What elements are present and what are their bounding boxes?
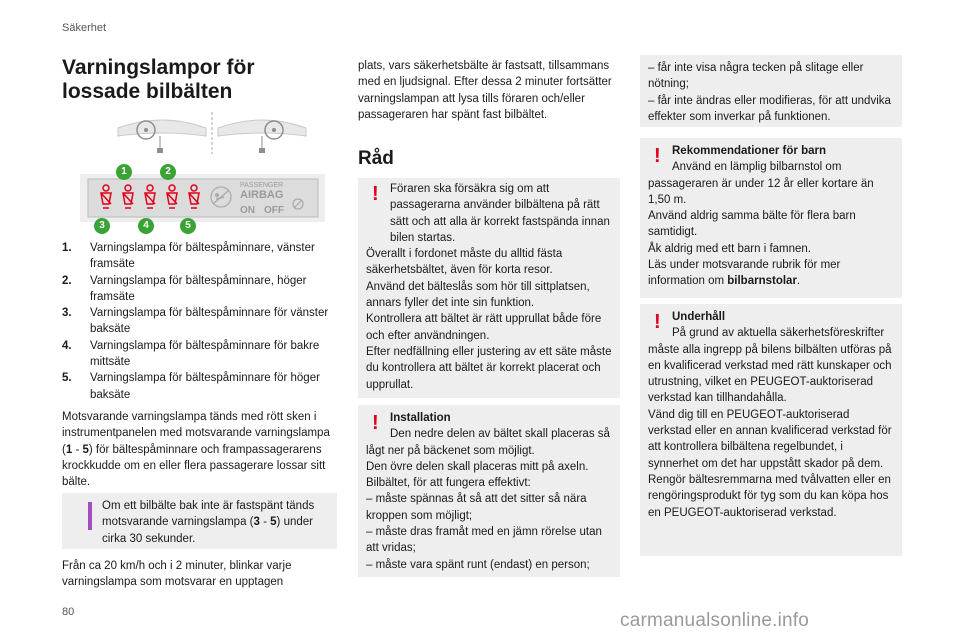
callout-1: 1 [116, 164, 132, 180]
warning-box-children: ! Rekommendationer för barn Använd en lämplig bilbarnstol om passageraren är under 12 år eller kortare än 1,50 m. Använd aldrig samma bälte för flera barn samtidigt. Åk aldrig med ett barn i famnen. Läs under motsvarande rubrik för mer information om bilbarnstolar. [640, 138, 902, 298]
warning-box-maintenance: ! Underhåll På grund av aktuella säkerhetsföreskrifter måste alla ingrepp på bilens bilbälten utföras på en kvalificerad verkstad med rätt kunskaper och utrustning, vilket en PEUGEOT-auktoriserad verkstad kan tillhandahålla. Vänd dig till en PEUGEOT-auktoriserad verkstad eller en annan kvalificerad verkstad för att kontrollera bilbältena regelbundet, i synnerhet om det har uppstått skador på dem. Rengör bältesremmarna med tvålvatten eller en rengöringsprodukt för tyg som du kan köpa hos en PEUGEOT-auktoriserad verkstad. [640, 304, 902, 556]
callout-5: 5 [180, 218, 196, 234]
paragraph-speed: Från ca 20 km/h och i 2 minuter, blinkar varje varningslampa som motsvarar en upptagen [62, 560, 292, 589]
list-item: 4. Varningslampa för bältespåminnare för bakre mittsäte [62, 339, 320, 369]
section-header: Säkerhet [62, 22, 107, 34]
paragraph-continuation: plats, vars säkerhetsbälte är fastsatt, tillsammans med en ljudsignal. Efter dessa 2 minuter fortsätter varningslampan att lysa tills föraren och/eller passageraren har spänt fast bilbältet. [358, 60, 612, 121]
info-box-rear-belt: Om ett bilbälte bak inte är fastspänt tänds motsvarande varningslampa (3 - 5) under cirka 30 sekunder. [62, 493, 337, 549]
off-label: OFF [264, 205, 284, 216]
dashboard-figure [112, 108, 312, 158]
exclamation-icon: ! [654, 145, 661, 167]
heading-rad: Råd [358, 148, 394, 169]
watermark: carmanualsonline.info [620, 610, 810, 631]
exclamation-icon: ! [372, 183, 379, 205]
airbag-label: AIRBAG [240, 189, 284, 201]
list-item: 2. Varningslampa för bältespåminnare, höger framsäte [62, 274, 307, 303]
page-number: 80 [62, 606, 75, 618]
callout-3: 3 [94, 218, 110, 234]
warning-box-continuation: – får inte visa några tecken på slitage eller nötning; – får inte ändras eller modifieras, för att undvika effekter som inverkar på funktionen. [640, 55, 902, 127]
warning-box-driver: ! Föraren ska försäkra sig om att passagerarna använder bilbältena på rätt sätt och att alla är korrekt fastspända innan bilen startas. Överallt i fordonet måste du alltid fästa säkerhetsbältet, även för korta resor. Använd det bälteslås som hör till sittplatsen, annars fyller det inte sin funktion. Kontrollera att bältet är rätt upprullat både före och efter användningen. Efter nedfällning eller justering av ett säte måste du kontrollera att bältet är korrekt placerat och upprullat. [358, 178, 620, 398]
warning-lamp-panel [80, 162, 325, 234]
page-title: Varningslampor för lossade bilbälten [62, 56, 255, 103]
list-item: 1. Varningslampa för bältespåminnare, vänster framsäte [62, 242, 315, 271]
callout-2: 2 [160, 164, 176, 180]
paragraph-warning-lamp: Motsvarande varningslampa tänds med rött sken i instrumentpanelen med motsvarande varningslampa (1 - 5) för bältespåminnare och frampassagerarens krockkudde om en eller flera passagerare lossar sitt bälte. [62, 411, 330, 489]
passenger-label: PASSENGER [240, 182, 284, 189]
exclamation-icon: ! [372, 412, 379, 434]
exclamation-icon: ! [654, 311, 661, 333]
list-item: 3. Varningslampa för bältespåminnare för vänster baksäte [62, 307, 329, 336]
callout-4: 4 [138, 218, 154, 234]
warning-box-installation: ! Installation Den nedre delen av bältet skall placeras så lågt ner på bäckenet som möjligt. Den övre delen skall placeras mitt på axeln. Bilbältet, för att fungera effektivt: – måste spännas åt så att det sitter så nära kroppen som möjligt; – måste dras framåt med en jämn rörelse utan att vridas; – måste vara spänt runt (endast) en person; [358, 405, 620, 577]
on-label: ON [240, 205, 255, 216]
list-item: 5. Varningslampa för bältespåminnare för höger baksäte [62, 372, 320, 401]
lamp-list [62, 240, 337, 403]
